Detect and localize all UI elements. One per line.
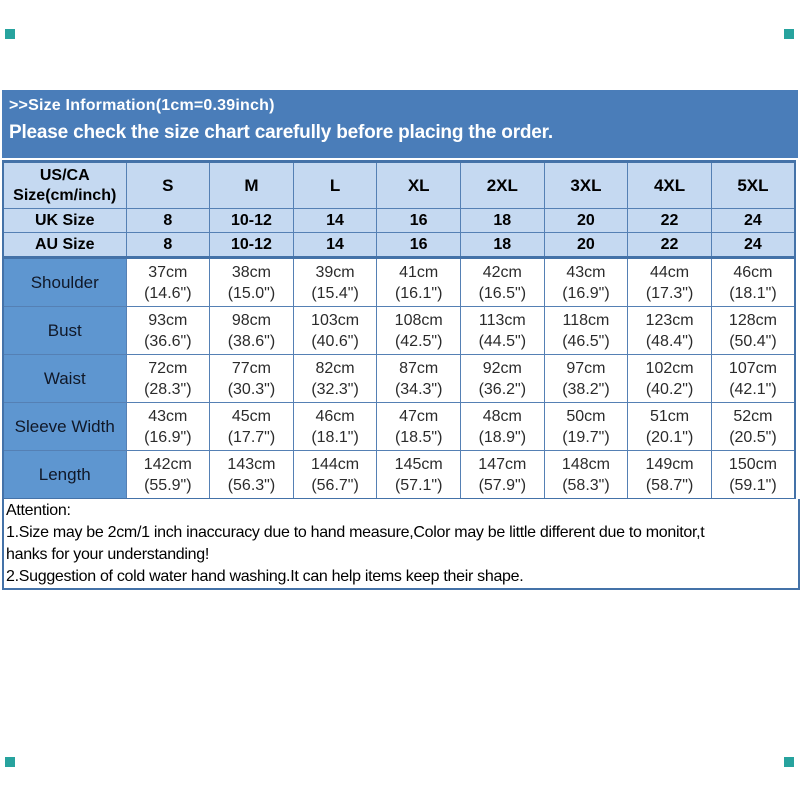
measurement-row-length bbox=[3, 451, 795, 500]
measurement-value-cell bbox=[711, 355, 795, 403]
inch-value: (57.1") bbox=[394, 476, 443, 494]
measurement-label: Bust bbox=[3, 307, 126, 355]
cm-value: 147cm bbox=[478, 455, 527, 473]
size-header-4xl: 4XL bbox=[628, 162, 712, 209]
cm-value: 41cm bbox=[399, 263, 439, 281]
inch-value: (16.1") bbox=[394, 284, 443, 302]
measurement-value-cell bbox=[711, 307, 795, 355]
inch-value: (15.0") bbox=[227, 284, 276, 302]
inch-value: (56.7") bbox=[311, 476, 359, 494]
inch-value: (18.5") bbox=[394, 428, 443, 446]
cm-value: 103cm bbox=[311, 311, 360, 329]
cm-value: 142cm bbox=[143, 455, 192, 473]
measurement-value-cell bbox=[544, 307, 628, 355]
au-size-row-value: 18 bbox=[461, 233, 545, 258]
cm-value: 150cm bbox=[728, 455, 777, 473]
cm-value: 108cm bbox=[394, 311, 443, 329]
au-size-row-label: AU Size bbox=[3, 233, 126, 258]
measurement-value-cell bbox=[628, 307, 712, 355]
inch-value: (55.9") bbox=[144, 476, 192, 494]
selection-handle-bottom-right[interactable] bbox=[784, 757, 794, 767]
cm-value: 92cm bbox=[482, 359, 522, 377]
inch-value: (36.6") bbox=[144, 332, 192, 350]
size-header-5xl: 5XL bbox=[711, 162, 795, 209]
measurement-value-cell bbox=[544, 451, 628, 500]
inch-value: (44.5") bbox=[478, 332, 527, 350]
measurement-value-cell bbox=[711, 403, 795, 451]
uk-size-row-value: 20 bbox=[544, 209, 628, 233]
cm-value: 42cm bbox=[482, 263, 522, 281]
measurement-value-cell bbox=[377, 355, 461, 403]
inch-value: (20.1") bbox=[645, 428, 694, 446]
uk-size-row-value: 24 bbox=[711, 209, 795, 233]
cm-value: 47cm bbox=[399, 407, 439, 425]
size-header-s: S bbox=[126, 162, 210, 209]
measurement-row-waist bbox=[3, 355, 795, 403]
measurement-value-cell bbox=[461, 451, 545, 500]
cm-value: 87cm bbox=[399, 359, 439, 377]
cm-value: 98cm bbox=[231, 311, 271, 329]
size-information-title: >>Size Information(1cm=0.39inch) bbox=[9, 97, 275, 114]
measurement-value-cell bbox=[210, 403, 294, 451]
inch-value: (16.9") bbox=[562, 284, 610, 302]
inch-value: (17.7") bbox=[227, 428, 276, 446]
cm-value: 39cm bbox=[315, 263, 355, 281]
cm-value: 113cm bbox=[478, 311, 526, 329]
measurement-value-cell bbox=[377, 403, 461, 451]
selection-handle-top-right[interactable] bbox=[784, 29, 794, 39]
corner-header-cell: US/CA Size(cm/inch) bbox=[3, 162, 126, 209]
cm-value: 50cm bbox=[566, 407, 606, 425]
inch-value: (18.1") bbox=[729, 284, 777, 302]
measurement-value-cell bbox=[210, 307, 294, 355]
inch-value: (36.2") bbox=[478, 380, 527, 398]
measurement-value-cell bbox=[461, 258, 545, 307]
measurement-value-cell bbox=[628, 451, 712, 500]
size-header-2xl: 2XL bbox=[461, 162, 545, 209]
measurement-value-cell bbox=[711, 258, 795, 307]
cm-value: 46cm bbox=[315, 407, 355, 425]
inch-value: (58.7") bbox=[645, 476, 694, 494]
measurement-value-cell bbox=[210, 451, 294, 500]
measurement-value-cell bbox=[126, 355, 210, 403]
inch-value: (34.3") bbox=[394, 380, 443, 398]
size-header-m: M bbox=[210, 162, 294, 209]
uk-size-row-label: UK Size bbox=[3, 209, 126, 233]
measurement-value-cell bbox=[544, 355, 628, 403]
measurement-row-shoulder bbox=[3, 258, 795, 307]
size-header-l: L bbox=[293, 162, 377, 209]
measurement-value-cell bbox=[126, 307, 210, 355]
measurement-value-cell bbox=[126, 403, 210, 451]
cm-value: 77cm bbox=[231, 359, 271, 377]
uk-size-row-value: 16 bbox=[377, 209, 461, 233]
cm-value: 44cm bbox=[650, 263, 690, 281]
uk-size-row-value: 18 bbox=[461, 209, 545, 233]
measurement-value-cell bbox=[377, 451, 461, 500]
cm-value: 145cm bbox=[394, 455, 443, 473]
inch-value: (58.3") bbox=[562, 476, 610, 494]
cm-value: 48cm bbox=[482, 407, 522, 425]
measurement-value-cell bbox=[461, 403, 545, 451]
au-size-row-value: 20 bbox=[544, 233, 628, 258]
measurement-row-bust bbox=[3, 307, 795, 355]
measurement-value-cell bbox=[544, 258, 628, 307]
inch-value: (42.5") bbox=[394, 332, 443, 350]
inch-value: (42.1") bbox=[729, 380, 777, 398]
measurement-value-cell bbox=[293, 258, 377, 307]
inch-value: (20.5") bbox=[729, 428, 777, 446]
size-chart-notice: Please check the size chart carefully before placing the order. bbox=[9, 122, 553, 143]
inch-value: (46.5") bbox=[562, 332, 610, 350]
uk-size-row bbox=[3, 209, 795, 233]
inch-value: (30.3") bbox=[227, 380, 276, 398]
cm-value: 148cm bbox=[561, 455, 610, 473]
title-band bbox=[2, 90, 798, 158]
au-size-row-value: 8 bbox=[126, 233, 210, 258]
measurement-value-cell bbox=[628, 258, 712, 307]
cm-value: 43cm bbox=[148, 407, 188, 425]
size-table-body bbox=[3, 162, 795, 500]
cm-value: 143cm bbox=[227, 455, 276, 473]
au-size-row-value: 14 bbox=[293, 233, 377, 258]
cm-value: 107cm bbox=[728, 359, 777, 377]
inch-value: (38.6") bbox=[227, 332, 276, 350]
inch-value: (14.6") bbox=[144, 284, 192, 302]
au-size-row-value: 10-12 bbox=[210, 233, 294, 258]
cm-value: 46cm bbox=[733, 263, 773, 281]
cm-value: 37cm bbox=[148, 263, 188, 281]
cm-value: 144cm bbox=[311, 455, 360, 473]
inch-value: (16.9") bbox=[144, 428, 192, 446]
selection-handle-top-left[interactable] bbox=[5, 29, 15, 39]
measurement-label: Length bbox=[3, 451, 126, 500]
measurement-row-sleeve-width bbox=[3, 403, 795, 451]
inch-value: (17.3") bbox=[645, 284, 694, 302]
inch-value: (16.5") bbox=[478, 284, 527, 302]
cm-value: 93cm bbox=[148, 311, 188, 329]
cm-value: 51cm bbox=[650, 407, 690, 425]
measurement-value-cell bbox=[544, 403, 628, 451]
attention-title: Attention: bbox=[6, 502, 71, 519]
size-header-xl: XL bbox=[377, 162, 461, 209]
measurement-label: Sleeve Width bbox=[3, 403, 126, 451]
inch-value: (59.1") bbox=[729, 476, 777, 494]
cm-value: 82cm bbox=[315, 359, 355, 377]
uk-size-row-value: 8 bbox=[126, 209, 210, 233]
attention-line: 1.Size may be 2cm/1 inch inaccuracy due to hand measure,Color may be little different due to monitor,t bbox=[6, 524, 705, 541]
measurement-value-cell bbox=[628, 403, 712, 451]
uk-size-row-value: 22 bbox=[628, 209, 712, 233]
cm-value: 149cm bbox=[645, 455, 694, 473]
inch-value: (28.3") bbox=[144, 380, 192, 398]
measurement-value-cell bbox=[126, 451, 210, 500]
attention-line: 2.Suggestion of cold water hand washing.It can help items keep their shape. bbox=[6, 568, 524, 585]
attention-line: hanks for your understanding! bbox=[6, 546, 209, 563]
measurement-value-cell bbox=[293, 403, 377, 451]
measurement-label: Waist bbox=[3, 355, 126, 403]
size-header-3xl: 3XL bbox=[544, 162, 628, 209]
cm-value: 45cm bbox=[231, 407, 271, 425]
inch-value: (48.4") bbox=[645, 332, 694, 350]
cm-value: 128cm bbox=[728, 311, 777, 329]
cm-value: 118cm bbox=[562, 311, 610, 329]
cm-value: 102cm bbox=[645, 359, 694, 377]
measurement-value-cell bbox=[293, 451, 377, 500]
table-header-row bbox=[3, 162, 795, 209]
uk-size-row-value: 10-12 bbox=[210, 209, 294, 233]
measurement-value-cell bbox=[126, 258, 210, 307]
au-size-row bbox=[3, 233, 795, 258]
inch-value: (56.3") bbox=[227, 476, 276, 494]
measurement-label: Shoulder bbox=[3, 258, 126, 307]
uk-size-row-value: 14 bbox=[293, 209, 377, 233]
measurement-value-cell bbox=[293, 307, 377, 355]
inch-value: (38.2") bbox=[562, 380, 610, 398]
cm-value: 38cm bbox=[231, 263, 271, 281]
inch-value: (32.3") bbox=[311, 380, 359, 398]
measurement-value-cell bbox=[377, 258, 461, 307]
measurement-value-cell bbox=[461, 307, 545, 355]
inch-value: (18.1") bbox=[311, 428, 359, 446]
inch-value: (57.9") bbox=[478, 476, 527, 494]
measurement-value-cell bbox=[461, 355, 545, 403]
measurement-value-cell bbox=[711, 451, 795, 500]
measurement-value-cell bbox=[210, 258, 294, 307]
cm-value: 43cm bbox=[566, 263, 606, 281]
inch-value: (15.4") bbox=[311, 284, 359, 302]
measurement-value-cell bbox=[628, 355, 712, 403]
measurement-value-cell bbox=[293, 355, 377, 403]
inch-value: (50.4") bbox=[729, 332, 777, 350]
attention-note bbox=[2, 499, 800, 590]
inch-value: (40.6") bbox=[311, 332, 359, 350]
au-size-row-value: 16 bbox=[377, 233, 461, 258]
cm-value: 123cm bbox=[645, 311, 694, 329]
au-size-row-value: 22 bbox=[628, 233, 712, 258]
selection-handle-bottom-left[interactable] bbox=[5, 757, 15, 767]
au-size-row-value: 24 bbox=[711, 233, 795, 258]
measurement-value-cell bbox=[377, 307, 461, 355]
size-table bbox=[2, 160, 796, 500]
inch-value: (40.2") bbox=[645, 380, 694, 398]
inch-value: (18.9") bbox=[478, 428, 527, 446]
measurement-value-cell bbox=[210, 355, 294, 403]
inch-value: (19.7") bbox=[562, 428, 610, 446]
cm-value: 97cm bbox=[566, 359, 606, 377]
cm-value: 72cm bbox=[148, 359, 188, 377]
cm-value: 52cm bbox=[733, 407, 773, 425]
